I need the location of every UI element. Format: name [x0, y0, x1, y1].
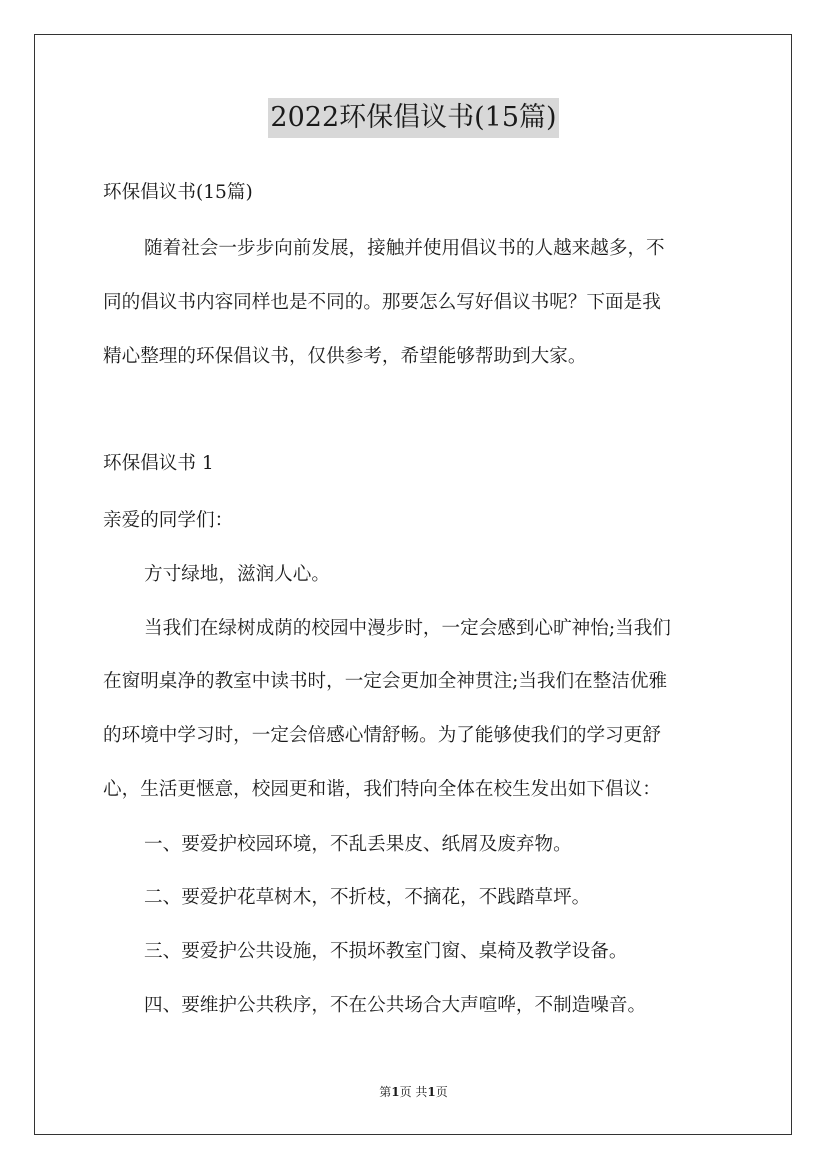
body-line-4: 心，生活更惬意，校园更和谐，我们特向全体在校生发出如下倡议： — [103, 779, 661, 800]
page-total: 1 — [427, 1085, 436, 1099]
page-footer — [0, 1084, 827, 1100]
section-heading: 环保倡议书 1 — [103, 453, 214, 474]
proposal-2: 二、要爱护花草树木，不折枝，不摘花，不践踏草坪。 — [144, 887, 591, 908]
page-current: 1 — [391, 1085, 400, 1099]
greeting: 亲爱的同学们： — [103, 510, 234, 531]
proposal-3: 三、要爱护公共设施，不损坏教室门窗、桌椅及教学设备。 — [144, 941, 628, 962]
body-line-2: 在窗明桌净的教室中读书时，一定会更加全神贯注;当我们在整洁优雅 — [103, 671, 668, 692]
body-line-1: 当我们在绿树成荫的校园中漫步时，一定会感到心旷神怡;当我们 — [144, 618, 671, 639]
page-prefix: 第 — [379, 1085, 392, 1099]
title-container — [0, 98, 827, 138]
proposal-1: 一、要爱护校园环境，不乱丢果皮、纸屑及废弃物。 — [144, 834, 572, 855]
document-title: 2022环保倡议书(15篇) — [268, 98, 558, 138]
body-line-3: 的环境中学习时，一定会倍感心情舒畅。为了能够使我们的学习更舒 — [103, 725, 661, 746]
page-suffix: 页 — [435, 1085, 448, 1099]
proposal-4: 四、要维护公共秩序，不在公共场合大声喧哗，不制造噪音。 — [144, 995, 647, 1016]
subtitle: 环保倡议书(15篇) — [103, 182, 253, 203]
page-mid: 页 共 — [399, 1085, 428, 1099]
intro-line-1: 随着社会一步步向前发展，接触并使用倡议书的人越来越多，不 — [144, 238, 665, 259]
intro-line-2: 同的倡议书内容同样也是不同的。那要怎么写好倡议书呢？下面是我 — [103, 292, 661, 313]
slogan: 方寸绿地，滋润人心。 — [144, 564, 330, 585]
intro-line-3: 精心整理的环保倡议书，仅供参考，希望能够帮助到大家。 — [103, 346, 587, 367]
